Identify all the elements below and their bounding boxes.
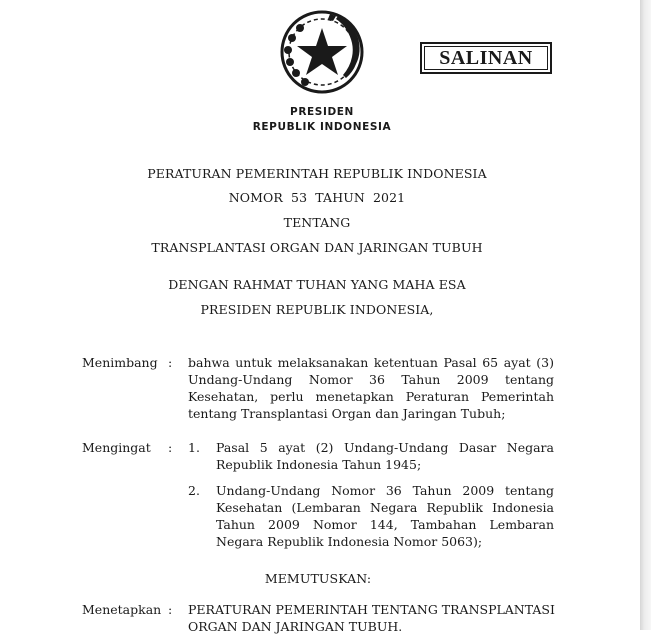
menimbang-colon: : xyxy=(168,355,173,370)
mengingat-item-line: Pasal 5 ayat (2) Undang-Undang Dasar Negara xyxy=(216,440,554,455)
menetapkan-line: ORGAN DAN JARINGAN TUBUH. xyxy=(188,619,403,634)
mengingat-item-line: Negara Republik Indonesia Nomor 5063); xyxy=(216,534,483,549)
menimbang-line: bahwa untuk melaksanakan ketentuan Pasal 65 ayat (3) xyxy=(188,355,554,370)
menetapkan-label: Menetapkan xyxy=(82,602,162,617)
regulation-type: PERATURAN PEMERINTAH REPUBLIK INDONESIA xyxy=(147,166,487,181)
menimbang-line: Undang-Undang Nomor 36 Tahun 2009 tentang xyxy=(188,372,554,387)
mengingat-item-number: 1. xyxy=(188,440,200,455)
republik-indonesia-heading: REPUBLIK INDONESIA xyxy=(252,121,392,133)
regulation-number: NOMOR 53 TAHUN 2021 xyxy=(228,190,406,205)
preamble-rahmat: DENGAN RAHMAT TUHAN YANG MAHA ESA xyxy=(168,277,466,292)
mengingat-item-number: 2. xyxy=(188,483,200,498)
presiden-heading: PRESIDEN xyxy=(290,106,354,118)
menetapkan-colon: : xyxy=(168,602,173,617)
regulation-subject: TRANSPLANTASI ORGAN DAN JARINGAN TUBUH xyxy=(151,240,483,255)
page-edge-shadow xyxy=(640,0,651,630)
menetapkan-line: PERATURAN PEMERINTAH TENTANG TRANSPLANTASI xyxy=(188,602,555,617)
tentang-label: TENTANG xyxy=(283,215,351,230)
salinan-stamp: SALINAN xyxy=(420,42,552,74)
mengingat-item-line: Undang-Undang Nomor 36 Tahun 2009 tentang xyxy=(216,483,554,498)
mengingat-item-line: Republik Indonesia Tahun 1945; xyxy=(216,457,422,472)
menimbang-label: Menimbang xyxy=(82,355,158,370)
mengingat-item-line: Kesehatan (Lembaran Negara Republik Indonesia xyxy=(216,500,554,515)
preamble-presiden: PRESIDEN REPUBLIK INDONESIA, xyxy=(200,302,434,317)
mengingat-colon: : xyxy=(168,440,173,455)
menimbang-line: Kesehatan, perlu menetapkan Peraturan Pemerintah xyxy=(188,389,554,404)
garuda-star-emblem-icon xyxy=(278,8,366,96)
mengingat-item-line: Tahun 2009 Nomor 144, Tambahan Lembaran xyxy=(216,517,554,532)
menimbang-line: tentang Transplantasi Organ dan Jaringan Tubuh; xyxy=(188,406,506,421)
memutuskan-heading: MEMUTUSKAN: xyxy=(264,571,372,586)
mengingat-label: Mengingat xyxy=(82,440,151,455)
